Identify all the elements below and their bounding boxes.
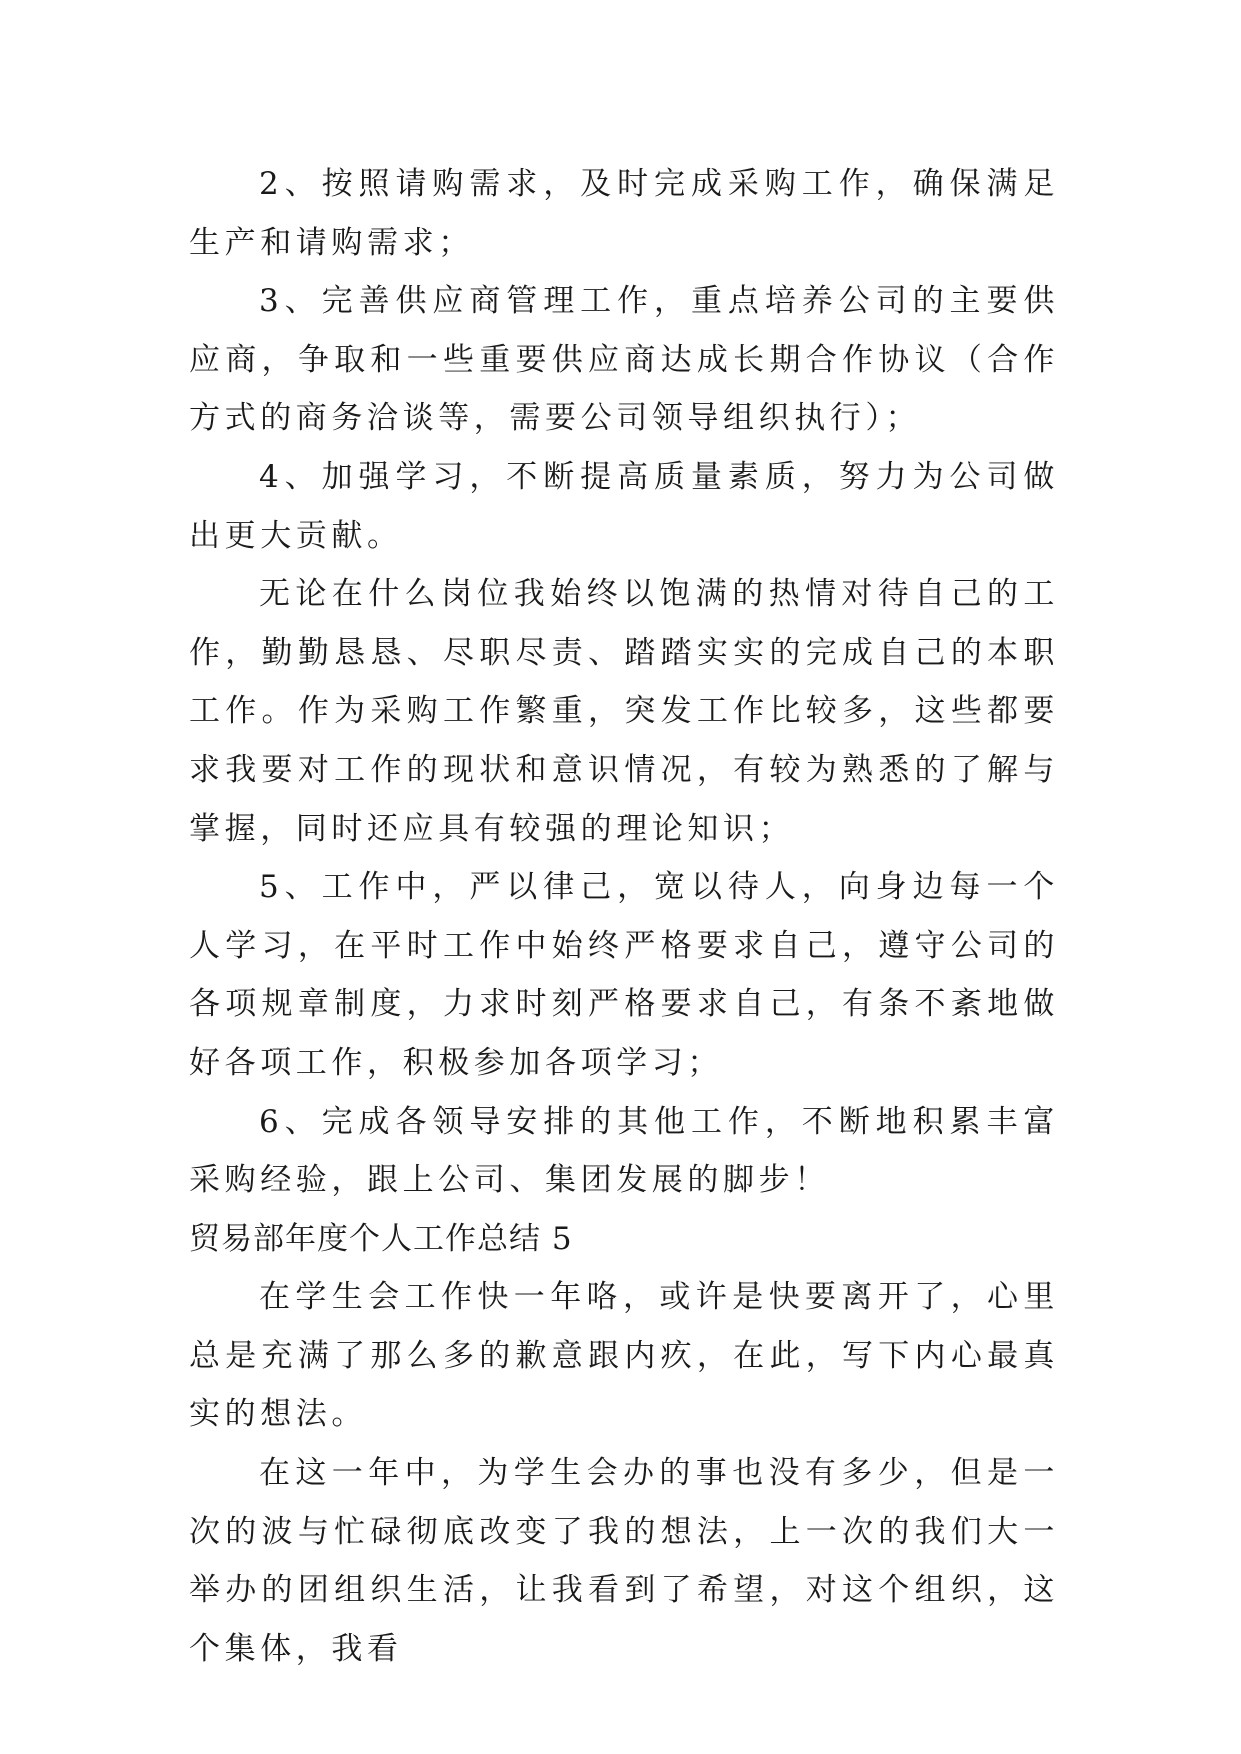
paragraph-item-5: 5、工作中，严以律己，宽以待人，向身边每一个人学习，在平时工作中始终严格要求自己，遵守公司的各项规章制度，力求时刻严格要求自己，有条不紊地做好各项工作，积极参加各项学习； [189, 869, 1059, 1081]
section-title: 贸易部年度个人工作总结 5 [189, 1220, 573, 1257]
paragraph-item-2: 2、按照请购需求，及时完成采购工作，确保满足生产和请购需求； [189, 166, 1059, 261]
paragraph-item-4: 4、加强学习，不断提高质量素质，努力为公司做出更大贡献。 [189, 458, 1059, 554]
document-body [189, 155, 1059, 1678]
section-paragraph-2: 在这一年中，为学生会办的事也没有多少，但是一次的波与忙碌彻底改变了我的想法，上一次的我们大一举办的团组织生活，让我看到了希望，对这个组织，这个集体，我看 [189, 1455, 1059, 1667]
section-paragraph-1: 在学生会工作快一年咯，或许是快要离开了，心里总是充满了那么多的歉意跟内疚，在此，写下内心最真实的想法。 [189, 1279, 1059, 1433]
paragraph-item-3: 3、完善供应商管理工作，重点培养公司的主要供应商，争取和一些重要供应商达成长期合作协议（合作方式的商务洽谈等，需要公司领导组织执行）； [189, 283, 1059, 437]
paragraph-attitude: 无论在什么岗位我始终以饱满的热情对待自己的工作，勤勤恳恳、尽职尽责、踏踏实实的完成自己的本职工作。作为采购工作繁重，突发工作比较多，这些都要求我要对工作的现状和意识情况，有较为熟悉的了解与掌握，同时还应具有较强的理论知识； [189, 576, 1059, 847]
paragraph-item-6: 6、完成各领导安排的其他工作，不断地积累丰富采购经验，跟上公司、集团发展的脚步！ [189, 1103, 1059, 1199]
